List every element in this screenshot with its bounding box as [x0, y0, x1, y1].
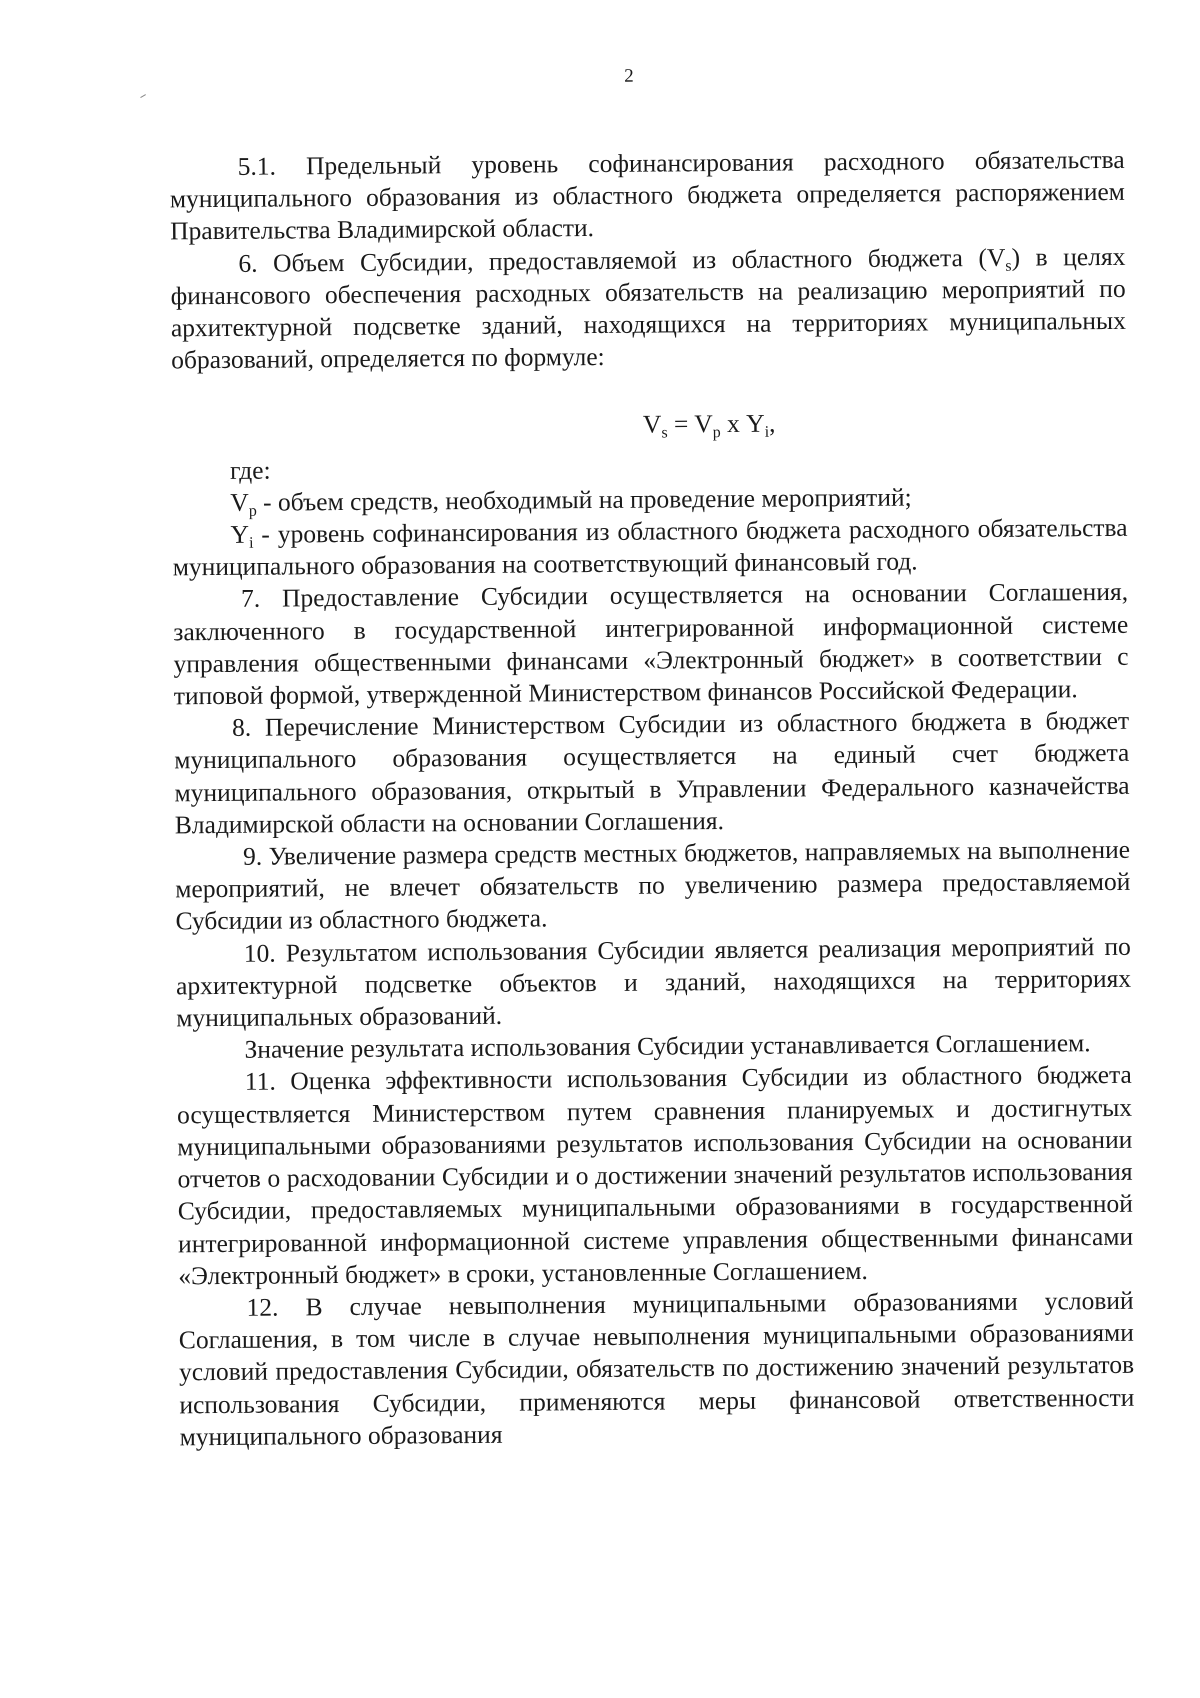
paragraph-8: 8. Перечисление Министерством Субсидии из областного бюджета в бюджет муниципального образования осуществляется на единый счет бюджета муниципального образования, открытый в Управлении Федерального казначейства Владимирской области на основании Соглашения.: [174, 706, 1130, 840]
paragraph-10-value: Значение результата использования Субсидии устанавливается Соглашением.: [244, 1028, 1091, 1065]
paragraph-11: 11. Оценка эффективности использования Субсидии из областного бюджета осуществляется Министерством путем сравнения планируемых и достигнутых муниципальными образованиями результатов использования Субсидии на основании отчетов о расходовании Субсидии и о достижении значений результатов использования Субсидии, предоставляемых муниципальными образованиями в государственной интегрированной информационной системе управления общественными финансами «Электронный бюджет» в сроки, установленные Соглашением.: [176, 1060, 1134, 1291]
where-label: где:: [229, 455, 271, 485]
document-body: [170, 144, 1135, 1453]
paragraph-5-1: 5.1. Предельный уровень софинансирования расходного обязательства муниципального образования из областного бюджета определяется распоряжением Правительства Владимирской области.: [169, 144, 1125, 246]
vp-definition: $V_p$ - объем средств, необходимый на проведение мероприятий;: [230, 482, 912, 520]
page-number: 2: [624, 65, 634, 87]
scan-artifact: [140, 94, 146, 98]
paragraph-6: 6. Объем Субсидии, предоставляемой из областного бюджета $(V_s)$ в целях финансового обеспечения расходных обязательств на реализацию мероприятий по архитектурной подсветке зданий, находящихся на территориях муниципальных образований, определяется по формуле:: [170, 241, 1127, 375]
formula: $V_s = V_p$ х $Y_i$,: [642, 409, 776, 442]
paragraph-12: 12. В случае невыполнения муниципальными образованиями условий Соглашения, в том числе в случае невыполнения муниципальными образованиями условий предоставления Субсидии, обязательств по достижению значений результатов использования Субсидии, применяются меры финансовой ответственности муниципального образования: [178, 1285, 1135, 1452]
paragraph-9: 9. Увеличение размера средств местных бюджетов, направляемых на выполнение мероприятий, не влечет обязательств по увеличению размера предоставляемой Субсидии из областного бюджета.: [175, 834, 1131, 936]
paragraph-10: 10. Результатом использования Субсидии является реализация мероприятий по архитектурной подсветке объектов и зданий, находящихся на территориях муниципальных образований.: [175, 931, 1132, 1033]
paragraph-7: 7. Предоставление Субсидии осуществляется на основании Соглашения, заключенного в государственной интегрированной информационной системе управления общественными финансами «Электронный бюджет» в соответствии с типовой формой, утвержденной Министерством финансов Российской Федерации.: [173, 577, 1129, 711]
yi-definition: $Y_i$ - уровень софинансирования из областного бюджета расходного обязательства муниципального образования на соответствующий финансовый год.: [172, 512, 1128, 582]
